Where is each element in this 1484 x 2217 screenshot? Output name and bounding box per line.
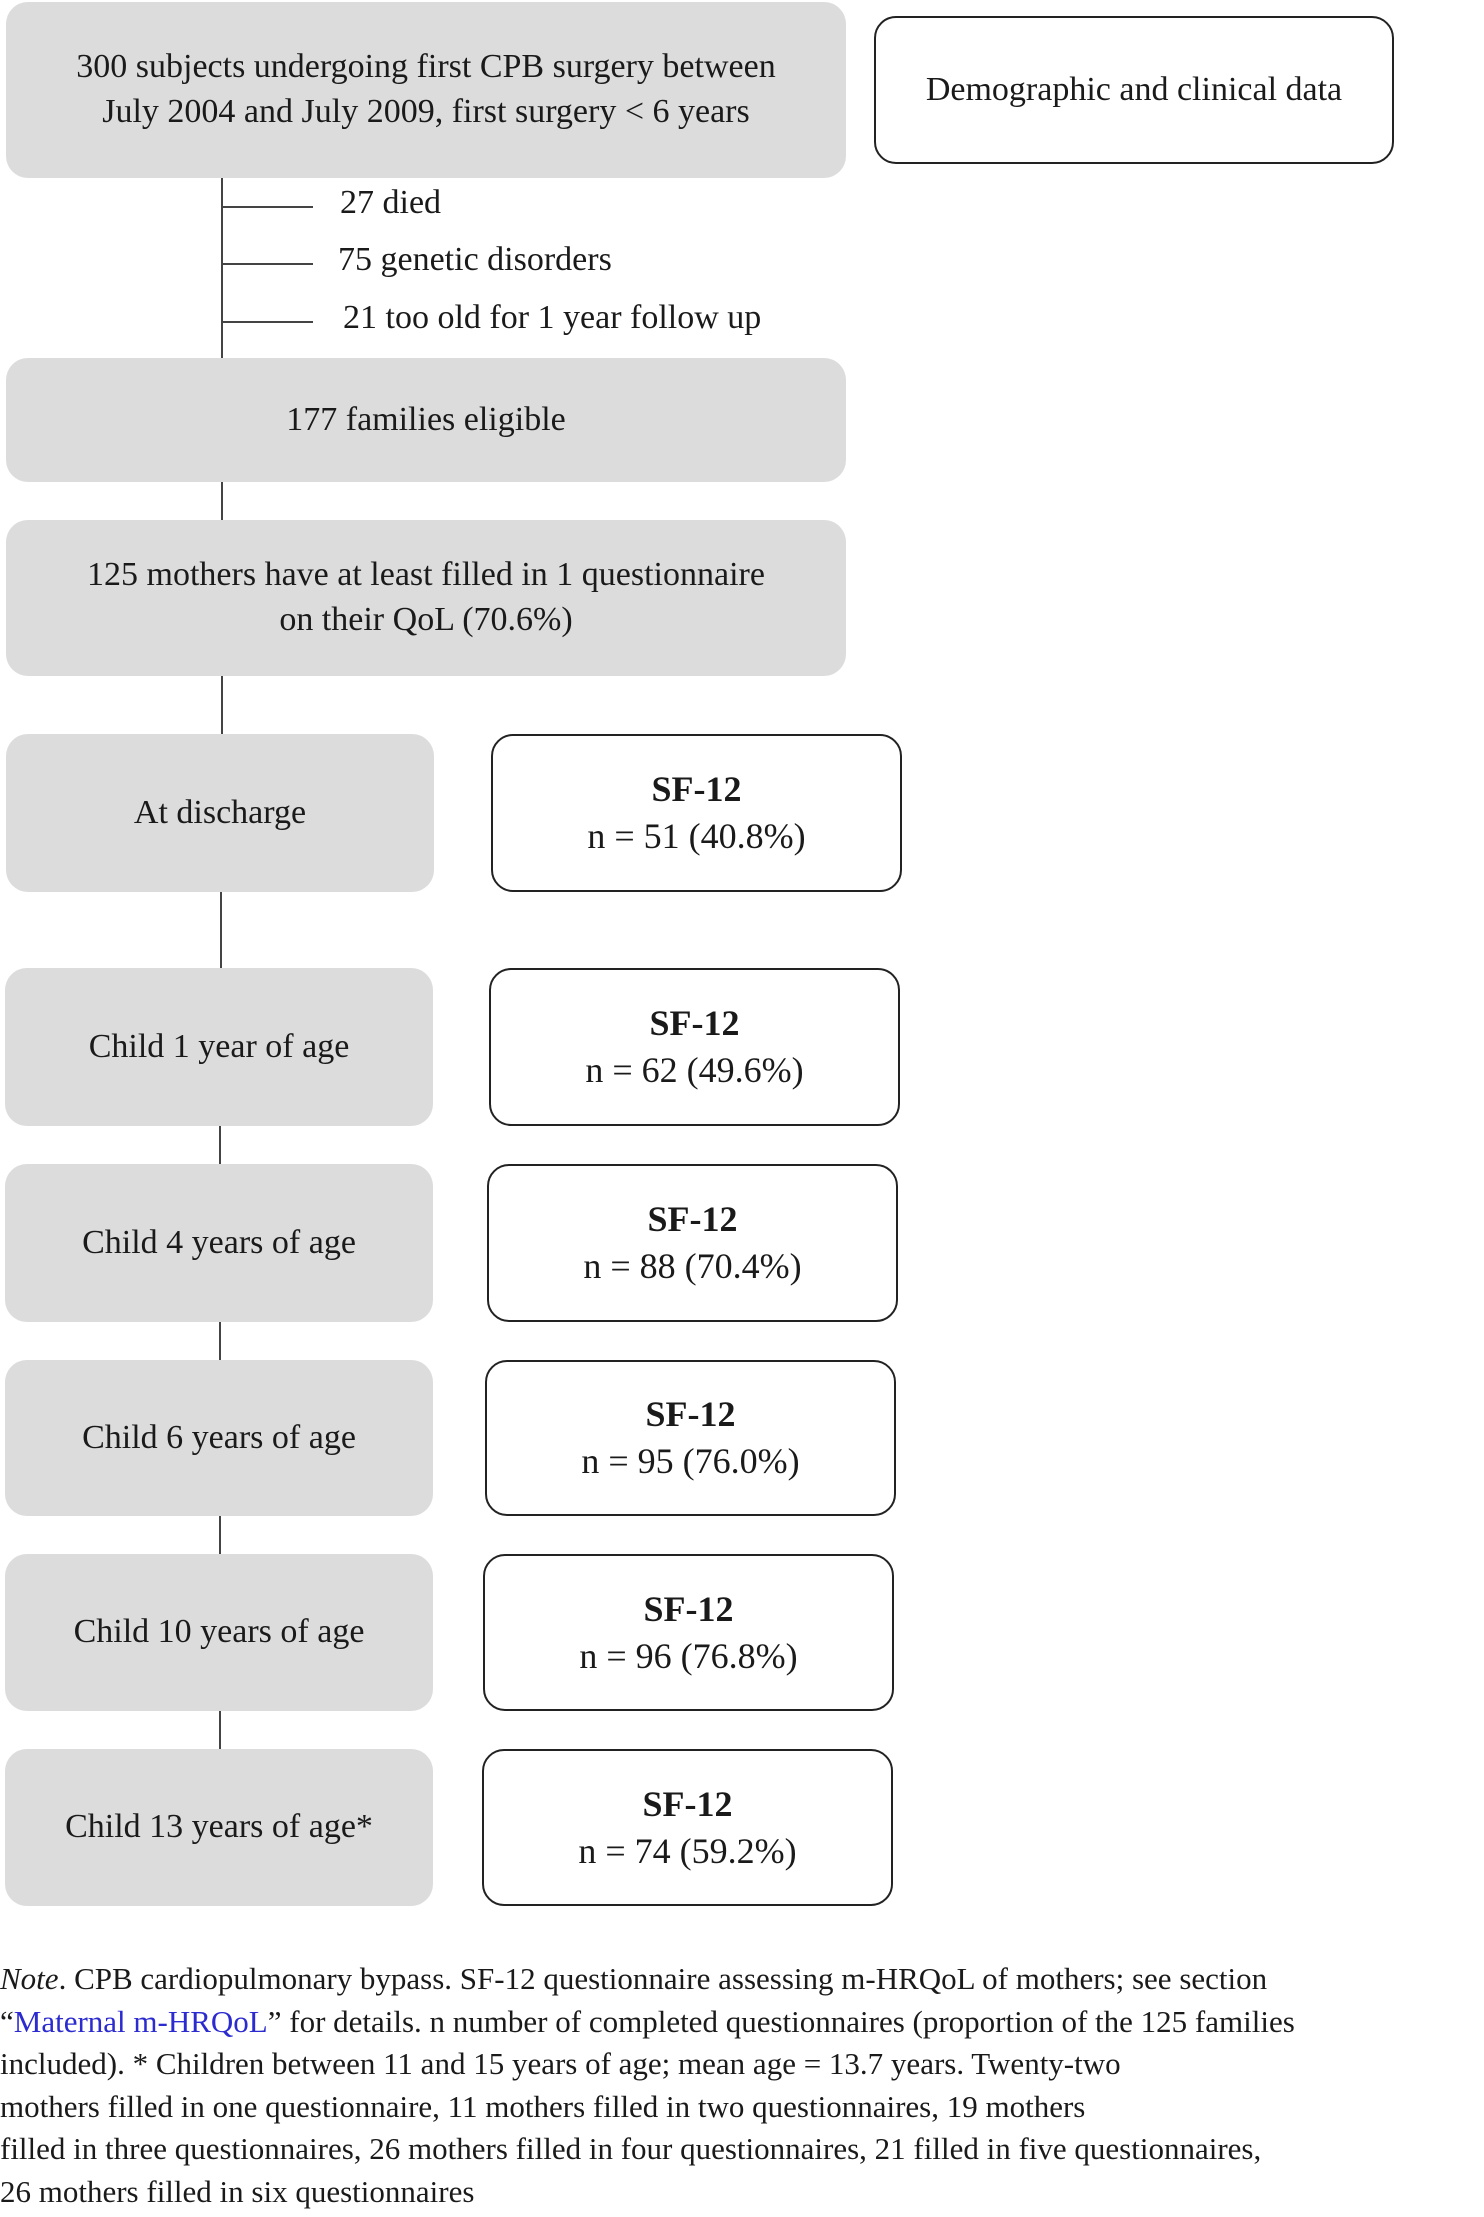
enrollment-line-1: 300 subjects undergoing first CPB surgery between <box>76 48 776 86</box>
exclusion-genetic: 75 genetic disorders <box>338 241 612 278</box>
response-count: n = 62 (49.6%) <box>585 1050 804 1090</box>
timepoint-box-13-years <box>5 1749 433 1906</box>
note-line-1: . CPB cardiopulmonary bypass. SF-12 questionnaire assessing m-HRQoL of mothers; see section <box>58 1961 1268 1996</box>
note-line-4: mothers filled in one questionnaire, 11 mothers filled in two questionnaires, 19 mothers <box>0 2088 1086 2124</box>
sf12-result-box-10-years <box>483 1554 894 1711</box>
questionnaire-name: SF-12 <box>645 1394 736 1435</box>
mothers-line-2: on their QoL (70.6%) <box>279 601 573 638</box>
timepoint-label: At discharge <box>133 793 307 831</box>
participating-mothers-box <box>6 520 846 676</box>
flow-connector <box>219 1126 221 1164</box>
timepoint-box-discharge <box>6 734 434 892</box>
timepoint-label: Child 4 years of age <box>82 1223 356 1261</box>
flow-connector <box>219 1711 221 1749</box>
questionnaire-name: SF-12 <box>643 1588 734 1629</box>
questionnaire-name: SF-12 <box>649 1003 740 1044</box>
timepoint-box-6-years <box>5 1360 433 1516</box>
questionnaire-name: SF-12 <box>642 1783 733 1824</box>
figure-note <box>0 1958 1484 2213</box>
note-quote-open: “ <box>0 2003 14 2039</box>
sf12-result-box-4-years <box>487 1164 898 1322</box>
timepoint-label: Child 1 year of age <box>88 1027 350 1065</box>
note-line-6: 26 mothers filled in six questionnaires <box>0 2173 475 2209</box>
flow-connector-main <box>221 178 223 358</box>
timepoint-label: Child 13 years of age* <box>65 1808 373 1846</box>
exclusion-branch-2 <box>221 263 313 265</box>
response-count: n = 95 (76.0%) <box>581 1441 800 1481</box>
exclusion-branch-1 <box>221 206 313 208</box>
eligible-box <box>6 358 846 482</box>
sf12-result-box-6-years <box>485 1360 896 1516</box>
response-count: n = 88 (70.4%) <box>583 1246 802 1286</box>
note-line-3: included). * Children between 11 and 15 years of age; mean age = 13.7 years. Twenty-two <box>0 2046 1121 2081</box>
exclusion-too-old: 21 too old for 1 year follow up <box>343 299 762 336</box>
demographic-data-label: Demographic and clinical data <box>925 70 1343 108</box>
response-count: n = 96 (76.8%) <box>579 1635 798 1676</box>
flow-connector <box>220 892 222 968</box>
note-label: Note <box>0 1961 59 1996</box>
questionnaire-name: SF-12 <box>651 769 742 810</box>
timepoint-box-1-year <box>5 968 433 1126</box>
questionnaire-name: SF-12 <box>647 1199 738 1240</box>
sf12-result-box-13-years <box>482 1749 893 1906</box>
mothers-line-1: 125 mothers have at least filled in 1 questionnaire <box>87 556 765 594</box>
response-count: n = 51 (40.8%) <box>587 816 806 856</box>
timepoint-label: Child 10 years of age <box>73 1613 365 1651</box>
flow-connector <box>221 676 223 734</box>
timepoint-box-4-years <box>5 1164 433 1322</box>
sf12-result-box-1-year <box>489 968 900 1126</box>
note-line-5: filled in three questionnaires, 26 mothers filled in four questionnaires, 21 filled in five questionnaires, <box>0 2131 1262 2166</box>
response-count: n = 74 (59.2%) <box>578 1830 797 1871</box>
flow-connector <box>221 482 223 520</box>
note-line-2: ” for details. n number of completed questionnaires (proportion of the 125 families <box>267 2003 1295 2039</box>
exclusion-branch-3 <box>221 321 313 323</box>
eligible-label: 177 families eligible <box>286 400 566 438</box>
timepoint-label: Child 6 years of age <box>82 1418 356 1456</box>
flow-connector <box>219 1322 221 1360</box>
sf12-result-box-discharge <box>491 734 902 892</box>
section-link-maternal-m-hrqol[interactable]: Maternal m-HRQoL <box>13 2003 268 2039</box>
enrollment-line-2: July 2004 and July 2009, first surgery < 6 years <box>102 93 750 130</box>
flow-connector <box>219 1516 221 1554</box>
enrollment-box <box>6 2 846 178</box>
demographic-data-box <box>874 16 1394 164</box>
timepoint-box-10-years <box>5 1554 433 1711</box>
exclusion-died: 27 died <box>340 184 442 221</box>
